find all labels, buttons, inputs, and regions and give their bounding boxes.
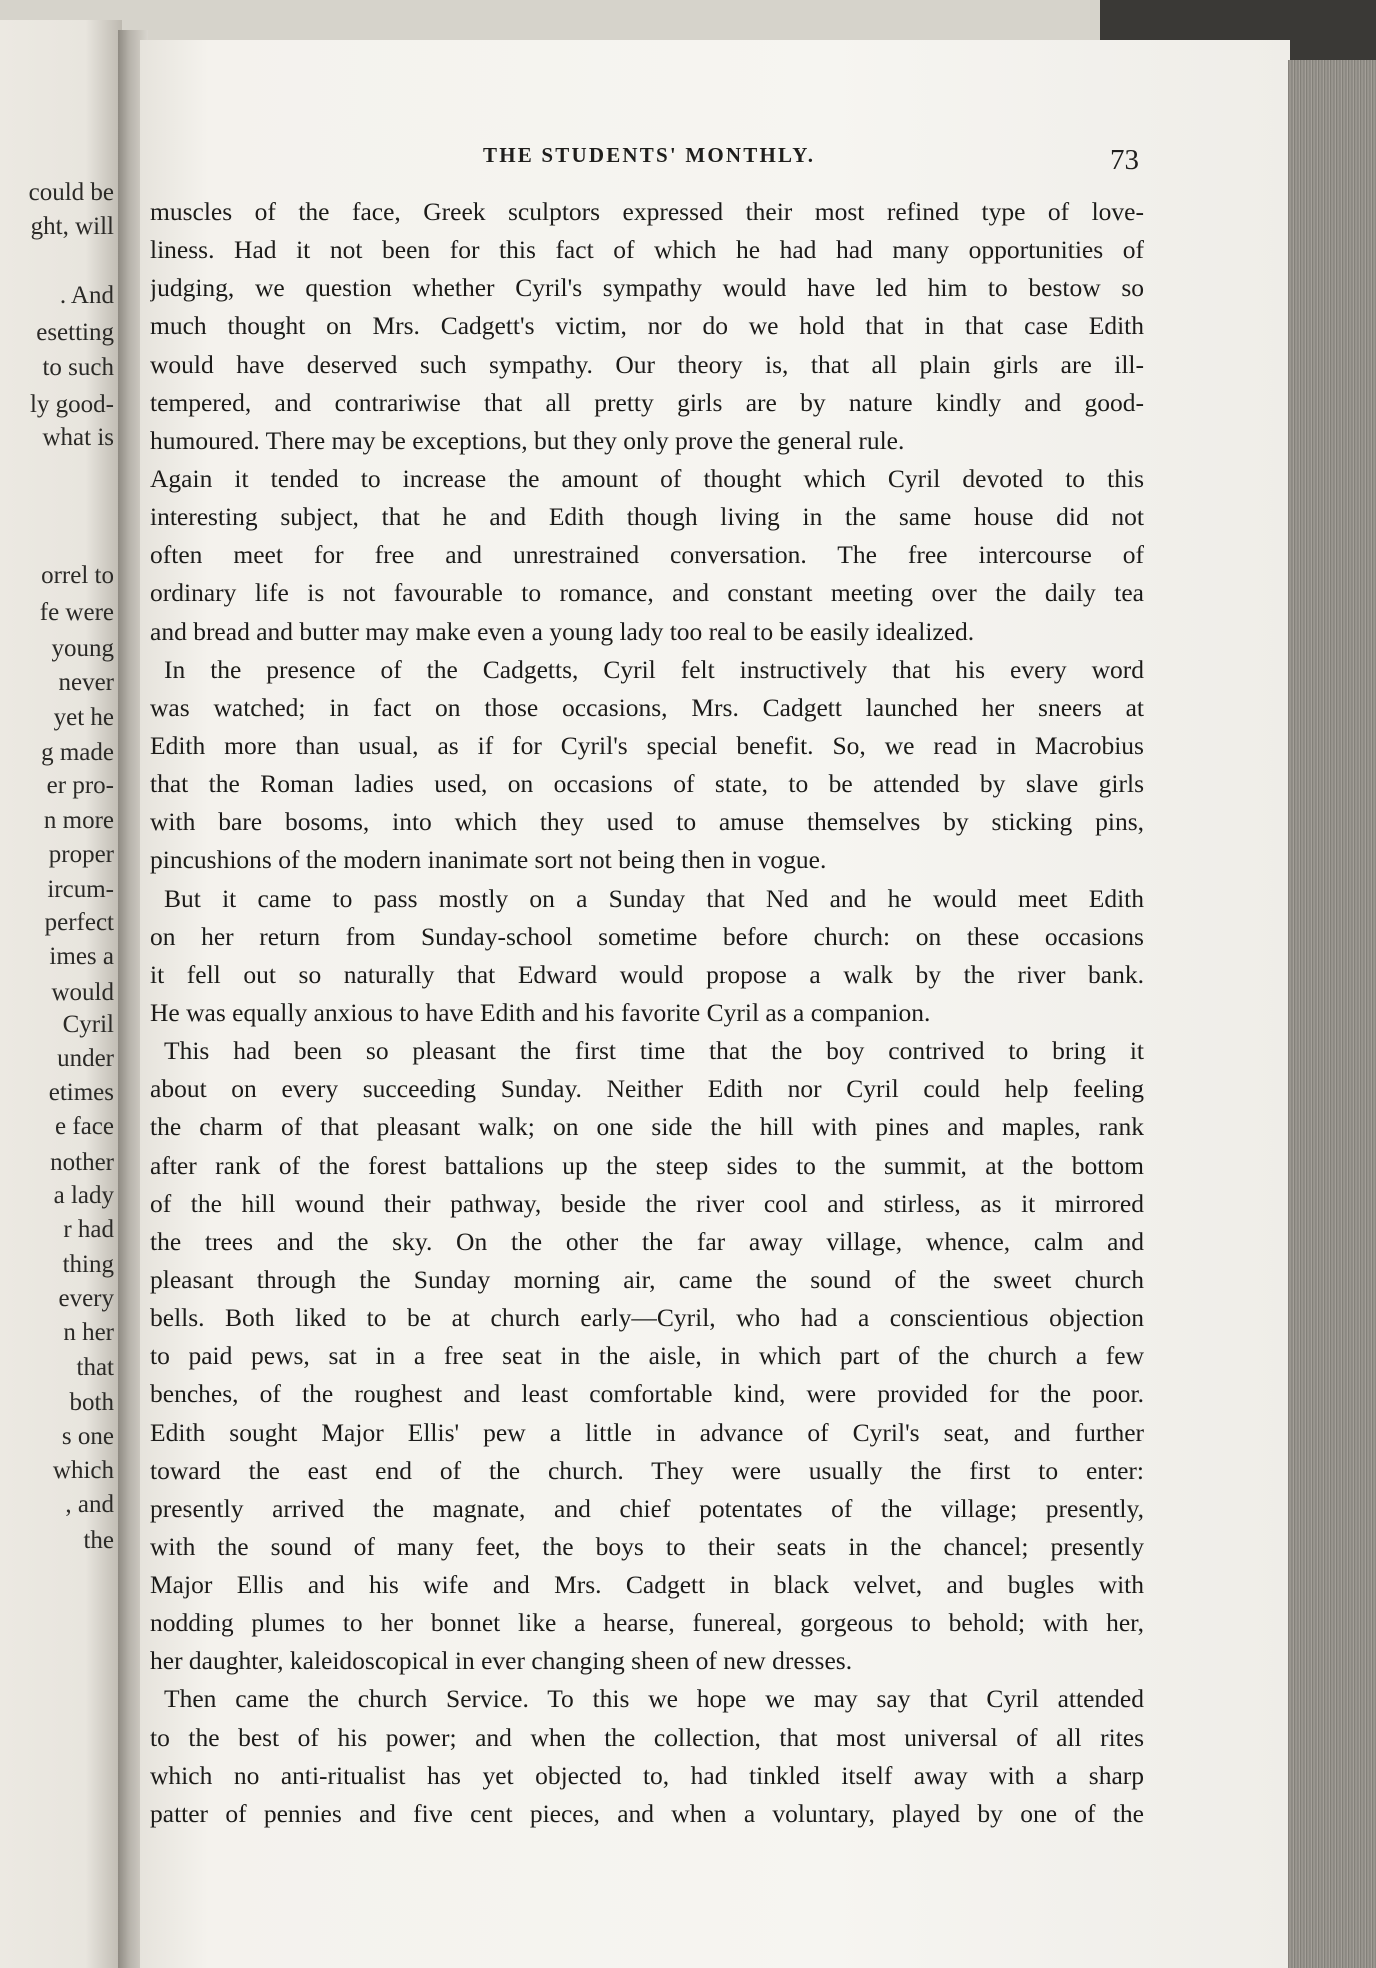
text-line: to the best of his power; and when the collection, that most universal of all rites: [150, 1722, 1144, 1752]
left-page-fragment: what is: [42, 424, 114, 451]
text-line: Major Ellis and his wife and Mrs. Cadgett in black velvet, and bugles with: [150, 1570, 1144, 1600]
text-line: presently arrived the magnate, and chief potentates of the village; presently,: [150, 1493, 1144, 1523]
text-line: Edith more than usual, as if for Cyril's special benefit. So, we read in Macrobius: [150, 730, 1144, 760]
left-page-fragment: ly good-: [29, 391, 114, 418]
text-line: often meet for free and unrestrained conversation. The free intercourse of: [150, 540, 1144, 570]
text-line: on her return from Sunday-school sometime before church: on these occasions: [150, 921, 1144, 951]
left-page-fragment: r had: [63, 1216, 114, 1243]
text-line: toward the east end of the church. They were usually the first to enter:: [150, 1455, 1144, 1485]
left-page-fragment: perfect: [44, 909, 114, 936]
text-line: tempered, and contrariwise that all pretty girls are by nature kindly and good-: [150, 387, 1144, 417]
left-page-fragment: ircum-: [47, 876, 114, 903]
left-page-fragment: would: [51, 979, 114, 1006]
text-line: ordinary life is not favourable to romance, and constant meeting over the daily tea: [150, 578, 1144, 608]
left-page-fragment: nother: [50, 1149, 114, 1176]
text-line: the trees and the sky. On the other the far away village, whence, calm and: [150, 1226, 1144, 1256]
left-page-fragment: both: [69, 1389, 114, 1416]
left-page-fragment: never: [58, 669, 114, 696]
text-line: to paid pews, sat in a free seat in the aisle, in which part of the church a few: [150, 1341, 1144, 1371]
left-page-fragment: yet he: [53, 704, 114, 731]
left-page-fragment: thing: [62, 1251, 114, 1278]
left-page-fragment: e face: [55, 1113, 114, 1140]
text-line: that the Roman ladies used, on occasions of state, to be attended by slave girls: [150, 769, 1144, 799]
text-line: it fell out so naturally that Edward would propose a walk by the river bank.: [150, 959, 1144, 989]
text-line: pleasant through the Sunday morning air, came the sound of the sweet church: [150, 1264, 1144, 1294]
text-line: liness. Had it not been for this fact of which he had had many opportunities of: [150, 235, 1144, 265]
text-line: bells. Both liked to be at church early—Cyril, who had a conscientious objection: [150, 1303, 1144, 1333]
text-line: much thought on Mrs. Cadgett's victim, nor do we hold that in that case Edith: [150, 311, 1144, 341]
left-page-fragment: n more: [43, 807, 114, 834]
text-line: judging, we question whether Cyril's sympathy would have led him to bestow so: [150, 273, 1144, 303]
text-line: Again it tended to increase the amount of thought which Cyril devoted to this: [150, 463, 1144, 493]
text-line: after rank of the forest battalions up the steep sides to the summit, at the bottom: [150, 1150, 1144, 1180]
text-line: In the presence of the Cadgetts, Cyril felt instructively that his every word: [164, 654, 1144, 684]
left-page-fragment: a lady: [53, 1182, 114, 1209]
text-line: This had been so pleasant the first time that the boy contrived to bring it: [164, 1036, 1144, 1066]
text-line: with the sound of many feet, the boys to their seats in the chancel; presently: [150, 1531, 1144, 1561]
left-page-fragment: could be: [28, 179, 114, 206]
text-line: with bare bosoms, into which they used to amuse themselves by sticking pins,: [150, 807, 1144, 837]
left-page-fragment: under: [57, 1045, 114, 1072]
text-line: benches, of the roughest and least comfortable kind, were provided for the poor.: [150, 1379, 1144, 1409]
left-page-fragment: s one: [61, 1423, 114, 1450]
left-page-fragment: proper: [48, 841, 114, 868]
left-page-fragment: . And: [59, 282, 114, 309]
text-line: humoured. There may be exceptions, but they only prove the general rule.: [150, 425, 905, 455]
text-line: the charm of that pleasant walk; on one side the hill with pines and maples, rank: [150, 1112, 1144, 1142]
text-line: pincushions of the modern inanimate sort not being then in vogue.: [150, 845, 827, 875]
text-line: He was equally anxious to have Edith and his favorite Cyril as a companion.: [150, 997, 931, 1027]
text-line: nodding plumes to her bonnet like a hearse, funereal, gorgeous to behold; with her,: [150, 1608, 1144, 1638]
left-page-fragment: imes a: [49, 943, 114, 970]
left-page-fragment: , and: [65, 1491, 114, 1518]
left-page-fragment: to such: [42, 354, 114, 381]
body-text: [150, 193, 1144, 1833]
page-edges: [1288, 60, 1376, 1968]
running-head: THE STUDENTS' MONTHLY.: [483, 143, 816, 167]
left-page-fragment: g made: [41, 739, 114, 766]
left-page-fragment: ght, will: [30, 213, 114, 240]
text-line: which no anti-ritualist has yet objected to, had tinkled itself away with a sharp: [150, 1760, 1144, 1790]
page-number: 73: [1110, 144, 1139, 176]
left-page-fragment: that: [76, 1354, 114, 1381]
left-page-fragment: every: [58, 1285, 114, 1312]
text-line: patter of pennies and five cent pieces, and when a voluntary, played by one of the: [150, 1798, 1144, 1828]
text-line: Then came the church Service. To this we hope we may say that Cyril attended: [164, 1684, 1144, 1714]
left-page-fragment: etimes: [48, 1079, 114, 1106]
left-page-fragment: Cyril: [62, 1011, 114, 1038]
left-page-fragment: young: [51, 635, 114, 662]
left-page-fragment: er pro-: [46, 772, 114, 799]
left-page-fragment: which: [52, 1457, 114, 1484]
text-line: would have deserved such sympathy. Our theory is, that all plain girls are ill-: [150, 349, 1144, 379]
left-page-fragment: n her: [63, 1319, 114, 1346]
text-line: Edith sought Major Ellis' pew a little in advance of Cyril's seat, and further: [150, 1417, 1144, 1447]
left-page-fragment: the: [83, 1527, 114, 1554]
text-line: and bread and butter may make even a young lady too real to be easily idealized.: [150, 616, 975, 646]
text-line: about on every succeeding Sunday. Neither Edith nor Cyril could help feeling: [150, 1074, 1144, 1104]
text-line: of the hill wound their pathway, beside the river cool and stirless, as it mirrored: [150, 1188, 1144, 1218]
text-line: her daughter, kaleidoscopical in ever changing sheen of new dresses.: [150, 1646, 853, 1676]
left-page-fragment: fe were: [39, 599, 114, 626]
text-line: muscles of the face, Greek sculptors expressed their most refined type of love-: [150, 197, 1144, 226]
left-page-fragment: orrel to: [41, 562, 114, 589]
left-facing-page: [0, 20, 122, 1968]
text-line: But it came to pass mostly on a Sunday that Ned and he would meet Edith: [164, 883, 1144, 913]
text-line: was watched; in fact on those occasions, Mrs. Cadgett launched her sneers at: [150, 692, 1144, 722]
text-line: interesting subject, that he and Edith though living in the same house did not: [150, 502, 1144, 532]
left-page-fragment: esetting: [36, 319, 114, 346]
